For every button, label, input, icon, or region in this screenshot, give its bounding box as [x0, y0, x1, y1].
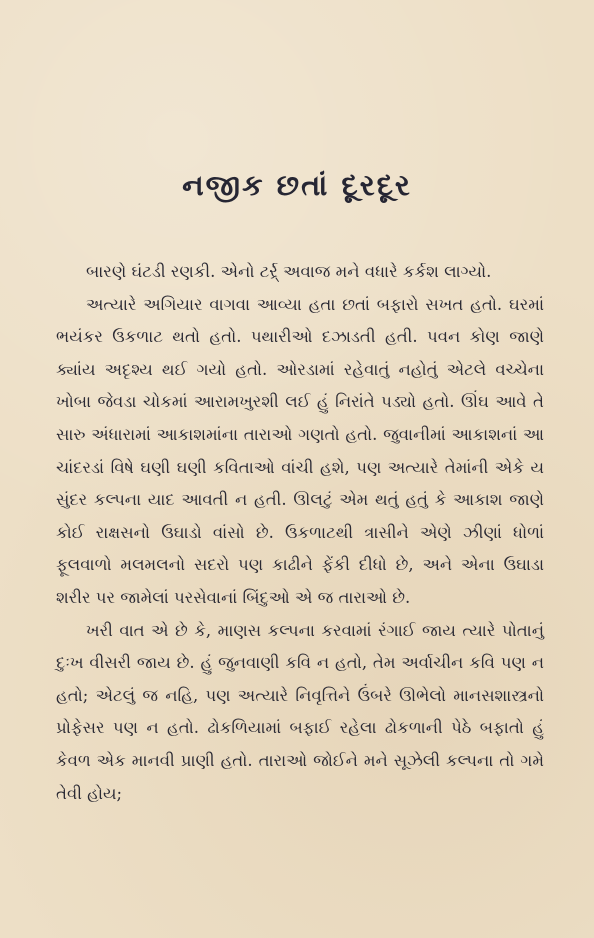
paragraph: અત્યારે અગિયાર વાગવા આવ્યા હતા છતાં બફારો સખત હતો. ઘરમાં ભયંકર ઉકળાટ થતો હતો. પથારીઓ દઝાડતી હતી. પવન કોણ જાણે ક્યાંય અદૃશ્ય થઈ ગયો હતો. ઓરડામાં રહેવાતું નહોતું એટલે વચ્ચેના ખોબા જેવડા ચોકમાં આરામખુરશી લઈ હું નિરાંતે પડ્યો હતો. ઊંઘ આવે તે સારુ અંધારામાં આકાશમાંના તારાઓ ગણતો હતો. જુવાનીમાં આકાશનાં આ ચાંદરડાં વિષે ઘણી ઘણી કવિતાઓ વાંચી હશે, પણ અત્યારે તેમાંની એકે ય સુંદર કલ્પના યાદ આવતી ન હતી. ઊલટું એમ થતું હતું કે આકાશ જાણે કોઈ રાક્ષસનો ઉઘાડો વાંસો છે. ઉકળાટથી ત્રાસીને એણે ઝીણાં ધોળાં ફૂલવાળો મલમલનો સદરો પણ કાઢીને ફેંકી દીધો છે, અને એના ઉઘાડા શરીર પર જામેલાં પરસેવાનાં બિંદુઓ એ જ તારાઓ છે.	[56, 294, 544, 607]
paragraph: ખરી વાત એ છે કે, માણસ કલ્પના કરવામાં રંગાઈ જાય ત્યારે પોતાનું દુઃખ વીસરી જાય છે. હું જુનવાણી કવિ ન હતો, તેમ અર્વાચીન કવિ પણ ન હતો; એટલું જ નહિ, પણ અત્યારે નિવૃત્તિને ઉંબરે ઊભેલો માનસશાસ્ત્રનો પ્રોફેસર પણ ન હતો. ઢોકળિયામાં બફાઈ રહેલા ઢોકળાની પેઠે બફાતો હું કેવળ એક માનવી પ્રાણી હતો. તારાઓ જોઈને મને સૂઝેલી કલ્પના તો ગમે તેવી હોય;	[56, 620, 544, 803]
chapter-title: નજીક છતાં દૂરદૂર	[182, 168, 412, 202]
paragraph: બારણે ઘંટડી રણકી. એનો ટર્ર્ર્ અવાજ મને વધારે કર્કશ લાગ્યો.	[86, 262, 492, 281]
chapter-body	[56, 256, 544, 810]
